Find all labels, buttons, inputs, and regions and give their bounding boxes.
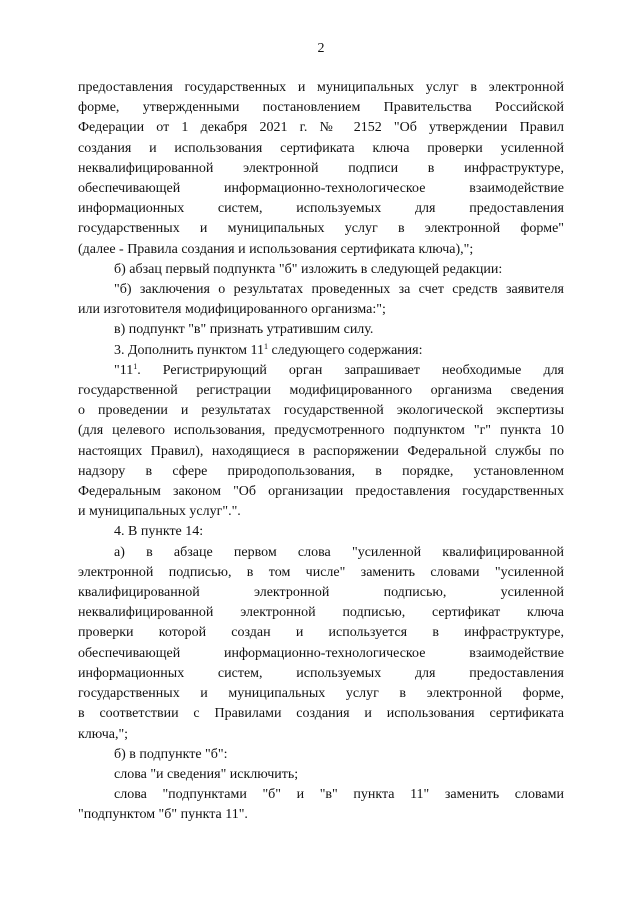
text-line	[78, 78, 564, 98]
text-line-content: предоставления государственных и муниципальных услуг в электронной	[78, 80, 564, 95]
text-line	[78, 522, 564, 542]
text-line	[78, 401, 564, 421]
text-line	[78, 462, 564, 482]
text-line-content: неквалифицированной электронной подписи в инфраструктуре,	[78, 160, 564, 176]
text-line-content: электронной подписью, в том числе" заменить словами "усиленной	[78, 564, 564, 580]
text-line-content: 3. Дополнить пунктом 11	[114, 342, 264, 358]
text-line	[78, 664, 564, 684]
text-line	[78, 785, 564, 805]
text-line	[78, 199, 564, 219]
text-line-content: "б) заключения о результатах проведенных за счет средств заявителя	[114, 282, 564, 298]
text-line	[78, 684, 564, 704]
text-line-content: информационных систем, используемых для предоставления	[78, 201, 564, 217]
text-line-content: ключа,";	[78, 726, 129, 742]
text-line	[78, 159, 564, 179]
text-line-content: в) подпункт "в" признать утратившим силу.	[114, 322, 374, 338]
text-line	[78, 603, 564, 623]
text-line-content: информационных систем, используемых для предоставления	[78, 665, 564, 681]
text-line-content: (для целевого использования, предусмотренного подпунктом "г" пункта 10	[78, 423, 564, 439]
text-line	[78, 502, 564, 522]
text-line-content: квалифицированной электронной подписью, усиленной	[78, 585, 564, 601]
text-line-content: "11	[114, 362, 134, 378]
text-line	[78, 139, 564, 159]
text-line	[78, 725, 564, 745]
superscript: 1	[263, 341, 268, 351]
text-line-content: (далее - Правила создания и использования сертификата ключа),";	[78, 241, 474, 257]
superscript: 1	[133, 361, 138, 371]
document-body	[78, 78, 564, 826]
text-line-content: слова "подпунктами "б" и "в" пункта 11" заменить словами	[114, 787, 564, 803]
text-line-content: государственной регистрации модифицированного организма сведения	[78, 383, 564, 399]
text-line-content-after: . Регистрирующий орган запрашивает необходимые для	[137, 362, 564, 378]
text-line	[78, 381, 564, 401]
text-line	[78, 543, 564, 563]
page-number: 2	[317, 41, 325, 56]
text-line	[78, 361, 564, 381]
text-line	[78, 644, 564, 664]
text-line	[78, 179, 564, 199]
text-line-content: б) абзац первый подпункта "б" изложить в следующей редакции:	[114, 261, 503, 277]
text-line	[78, 260, 564, 280]
text-line-content: а) в абзаце первом слова "усиленной квалифицированной	[114, 544, 564, 560]
text-line-content: форме, утвержденными постановлением Правительства Российской	[78, 100, 564, 116]
text-line-content: настоящих Правил), находящиеся в распоряжении Федеральной службы по	[78, 443, 564, 459]
text-line	[78, 118, 564, 138]
text-line	[78, 745, 564, 765]
text-line	[78, 98, 564, 118]
text-line	[78, 320, 564, 340]
text-line	[78, 219, 564, 239]
text-line	[78, 623, 564, 643]
text-line	[78, 563, 564, 583]
text-line	[78, 805, 564, 825]
text-line-content: Федерации от 1 декабря 2021 г. № 2152 "Об утверждении Правил	[78, 120, 564, 136]
text-line-content: неквалифицированной электронной подписью, сертификат ключа	[78, 605, 564, 621]
text-line	[78, 765, 564, 785]
text-line	[78, 421, 564, 441]
text-line	[78, 482, 564, 502]
text-line-content: государственных и муниципальных услуг в электронной форме"	[78, 221, 564, 237]
text-line-content: б) в подпункте "б":	[114, 746, 228, 762]
text-line-content-after: следующего содержания:	[267, 342, 423, 358]
text-line-content: в соответствии с Правилами создания и использования сертификата	[78, 706, 564, 722]
text-line-content: обеспечивающей информационно-технологическое взаимодействие	[78, 645, 564, 661]
text-line-content: обеспечивающей информационно-технологическое взаимодействие	[78, 181, 564, 197]
text-line	[78, 240, 564, 260]
text-line	[78, 341, 564, 361]
text-line-content: государственных и муниципальных услуг в электронной форме,	[78, 686, 564, 702]
text-line-content: о проведении и результатах государственной экологической экспертизы	[78, 403, 564, 419]
text-line	[78, 300, 564, 320]
text-line	[78, 583, 564, 603]
text-line-content: создания и использования сертификата ключа проверки усиленной	[78, 140, 564, 156]
text-line	[78, 442, 564, 462]
text-line-content: и муниципальных услуг".".	[78, 504, 241, 520]
text-line-content: проверки которой создан и используется в инфраструктуре,	[78, 625, 564, 641]
text-line-content: надзору в сфере природопользования, в порядке, установленном	[78, 463, 564, 479]
text-line-content: слова "и сведения" исключить;	[114, 766, 299, 782]
text-line	[78, 704, 564, 724]
text-line-content: или изготовителя модифицированного организма:";	[78, 302, 386, 318]
text-line-content: "подпунктом "б" пункта 11".	[78, 807, 248, 823]
text-line	[78, 280, 564, 300]
text-line-content: Федеральным законом "Об организации предоставления государственных	[78, 484, 564, 500]
text-line-content: 4. В пункте 14:	[114, 524, 204, 540]
